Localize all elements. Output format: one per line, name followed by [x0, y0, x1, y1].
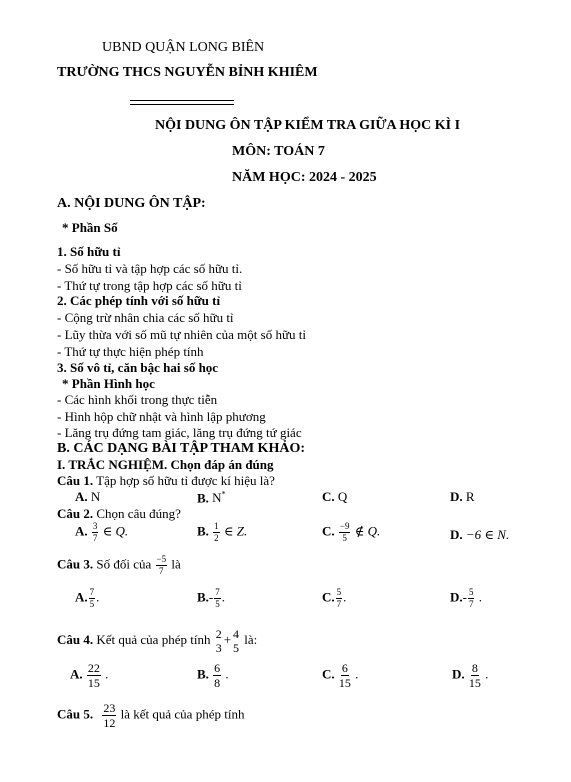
school-name: TRƯỜNG THCS NGUYỄN BỈNH KHIÊM [57, 65, 318, 80]
geometry-item: - Lăng trụ đứng tam giác, lăng trụ đứng tứ giác [57, 425, 302, 440]
topic-2-item: - Cộng trừ nhân chia các số hữu tỉ [57, 310, 234, 325]
option-d: D. −6 ∈ N. [450, 527, 510, 542]
header-divider [130, 100, 234, 105]
multiple-choice-instruction: Chọn đáp án đúng [167, 457, 274, 472]
part-geometry-heading: * Phần Hình học [62, 376, 155, 391]
topic-1-item: - Số hữu tỉ và tập hợp các số hữu tỉ. [57, 261, 243, 276]
question-text: Kết quả của phép tính [93, 631, 211, 647]
option-a: A. $\frac{7}{5}$ . [75, 587, 100, 609]
option-c: C. $\frac{6}{15}$ . [322, 661, 359, 690]
expression-fraction: 2 3 [215, 627, 222, 655]
geometry-item: - Hình hộp chữ nhật và hình lập phương [57, 409, 266, 424]
document-title: NỘI DUNG ÔN TẬP KIỂM TRA GIỮA HỌC KÌ I [155, 118, 461, 133]
question-label: Câu 2. [57, 506, 94, 521]
option-a: A. N [75, 489, 101, 504]
option-c: C. $\frac{5}{7}$ . [322, 587, 347, 609]
topic-2-item: - Thứ tự thực hiện phép tính [57, 344, 204, 359]
section-a-heading: A. NỘI DUNG ÔN TẬP: [57, 196, 206, 211]
question-label: Câu 1. [57, 473, 94, 488]
option-b: B.- $\frac{7}{5}$ . [197, 587, 226, 609]
option-b: B. $\frac{1}{2}$ ∈ Z. [197, 521, 248, 543]
school-year: NĂM HỌC: 2024 - 2025 [232, 170, 377, 185]
topic-2-title: 2. Các phép tính với số hữu tỉ [57, 293, 221, 308]
question-fraction: $\frac{-5}{7}$ [156, 554, 167, 576]
question-1 [57, 474, 275, 489]
district-name: UBND QUẬN LONG BIÊN [102, 40, 265, 55]
section-b-heading: B. CÁC DẠNG BÀI TẬP THAM KHẢO: [57, 441, 306, 456]
option-b: B. $\frac{6}{8}$ . [197, 661, 229, 690]
question-label: Câu 3. [57, 556, 94, 572]
subject-title: MÔN: TOÁN 7 [232, 144, 325, 159]
part-numbers-heading: * Phần Số [62, 220, 118, 235]
question-4: Câu 4. Kết quả của phép tính 2 3 + 4 5 là: [57, 627, 258, 655]
option-d: D.- $\frac{5}{7}$ . [450, 587, 482, 609]
question-text: là kết quả của phép tính [117, 706, 245, 722]
question-text: Chọn câu đúng? [93, 506, 181, 521]
option-d: D. R [450, 489, 475, 504]
topic-3-title: 3. Số vô tỉ, căn bậc hai số học [57, 360, 219, 375]
expression-fraction: 4 5 [233, 627, 240, 655]
multiple-choice-heading [57, 458, 274, 473]
question-2 [57, 507, 181, 522]
option-a: A. $\frac{3}{7}$ ∈ Q. [75, 521, 129, 543]
question-5 [57, 702, 244, 729]
question-text: Tập hợp số hữu tỉ được kí hiệu là? [93, 473, 275, 488]
option-b: B. N* [197, 490, 226, 506]
geometry-item: - Các hình khối trong thực tiễn [57, 392, 218, 407]
question-text: Số đối của [93, 556, 152, 572]
option-c: C. $\frac{-9}{5}$ ∉ Q. [322, 521, 381, 543]
topic-1-item: - Thứ tự trong tập hợp các số hữu tỉ [57, 278, 242, 293]
option-a: A. $\frac{22}{15}$ . [70, 661, 109, 690]
question-3: Câu 3. Số đối của $\frac{-5}{7}$ là [57, 554, 181, 576]
question-fraction: $\frac{23}{12}$ [103, 701, 116, 730]
question-label: Câu 4. [57, 631, 94, 647]
multiple-choice-label: I. TRẮC NGHIỆM. [57, 457, 168, 472]
option-d: D. $\frac{8}{15}$ . [452, 661, 489, 690]
question-label: Câu 5. [57, 706, 94, 722]
option-c: C. Q [322, 489, 348, 504]
topic-2-item: - Lũy thừa với số mũ tự nhiên của một số hữu tỉ [57, 327, 306, 342]
topic-1-title: 1. Số hữu tỉ [57, 244, 121, 259]
